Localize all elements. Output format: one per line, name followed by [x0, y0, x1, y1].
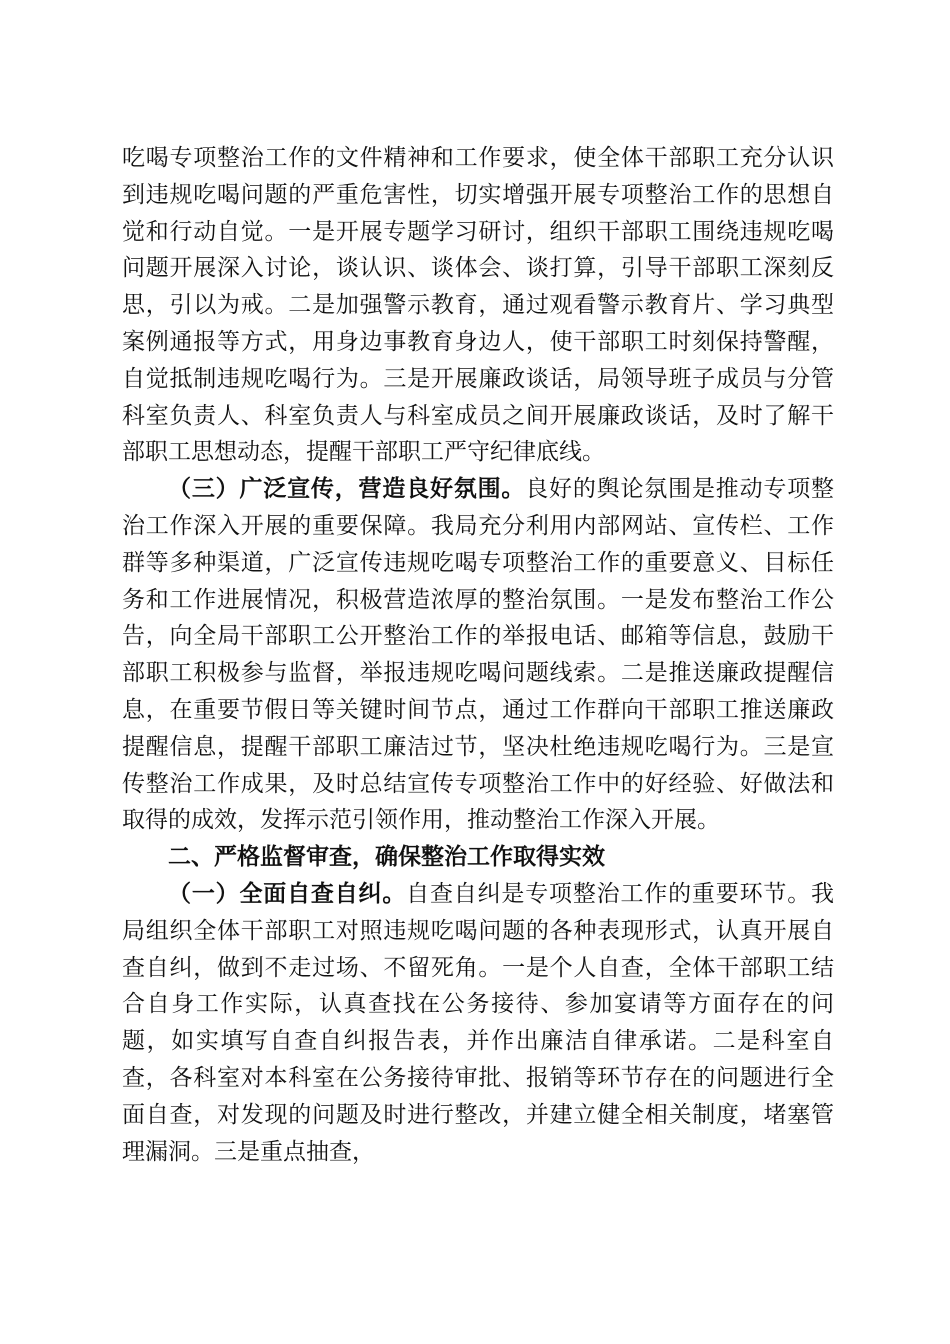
- document-body: [122, 140, 834, 1170]
- paragraph-lead: （三）广泛宣传，营造良好氛围。: [168, 475, 526, 503]
- paragraph-text: 自查自纠是专项整治工作的重要环节。我局组织全体干部职工对照违规吃喝问题的各种表现形式，认真开展自查自纠，做到不走过场、不留死角。一是个人自查，全体干部职工结合自身工作实际，认真查找在公务接待、参加宴请等方面存在的问题，如实填写自查自纠报告表，并作出廉洁自律承诺。二是科室自查，各科室对本科室在公务接待审批、报销等环节存在的问题进行全面自查，对发现的问题及时进行整改，并建立健全相关制度，堵塞管理漏洞。三是重点抽查，: [122, 880, 835, 1165]
- paragraph-self-inspection: [122, 876, 834, 1170]
- paragraph-publicity: [122, 471, 834, 839]
- paragraph-continuation: [122, 140, 834, 471]
- paragraph-lead: （一）全面自查自纠。: [168, 879, 407, 907]
- paragraph-text: 吃喝专项整治工作的文件精神和工作要求，使全体干部职工充分认识到违规吃喝问题的严重危害性，切实增强开展专项整治工作的思想自觉和行动自觉。一是开展专题学习研讨，组织干部职工围绕违规吃喝问题开展深入讨论，谈认识、谈体会、谈打算，引导干部职工深刻反思，引以为戒。二是加强警示教育，通过观看警示教育片、学习典型案例通报等方式，用身边事教育身边人，使干部职工时刻保持警醒，自觉抵制违规吃喝行为。三是开展廉政谈话，局领导班子成员与分管科室负责人、科室负责人与科室成员之间开展廉政谈话，及时了解干部职工思想动态，提醒干部职工严守纪律底线。: [122, 145, 834, 466]
- section-heading: 二、严格监督审查，确保整治工作取得实效: [168, 844, 605, 871]
- paragraph-text: 良好的舆论氛围是推动专项整治工作深入开展的重要保障。我局充分利用内部网站、宣传栏、工作群等多种渠道，广泛宣传违规吃喝专项整治工作的重要意义、目标任务和工作进展情况，积极营造浓厚的整治氛围。一是发布整治工作公告，向全局干部职工公开整治工作的举报电话、邮箱等信息，鼓励干部职工积极参与监督，举报违规吃喝问题线索。二是推送廉政提醒信息，在重要节假日等关键时间节点，通过工作群向干部职工推送廉政提醒信息，提醒干部职工廉洁过节，坚决杜绝违规吃喝行为。三是宣传整治工作成果，及时总结宣传专项整治工作中的好经验、好做法和取得的成效，发挥示范引领作用，推动整治工作深入开展。: [122, 476, 835, 834]
